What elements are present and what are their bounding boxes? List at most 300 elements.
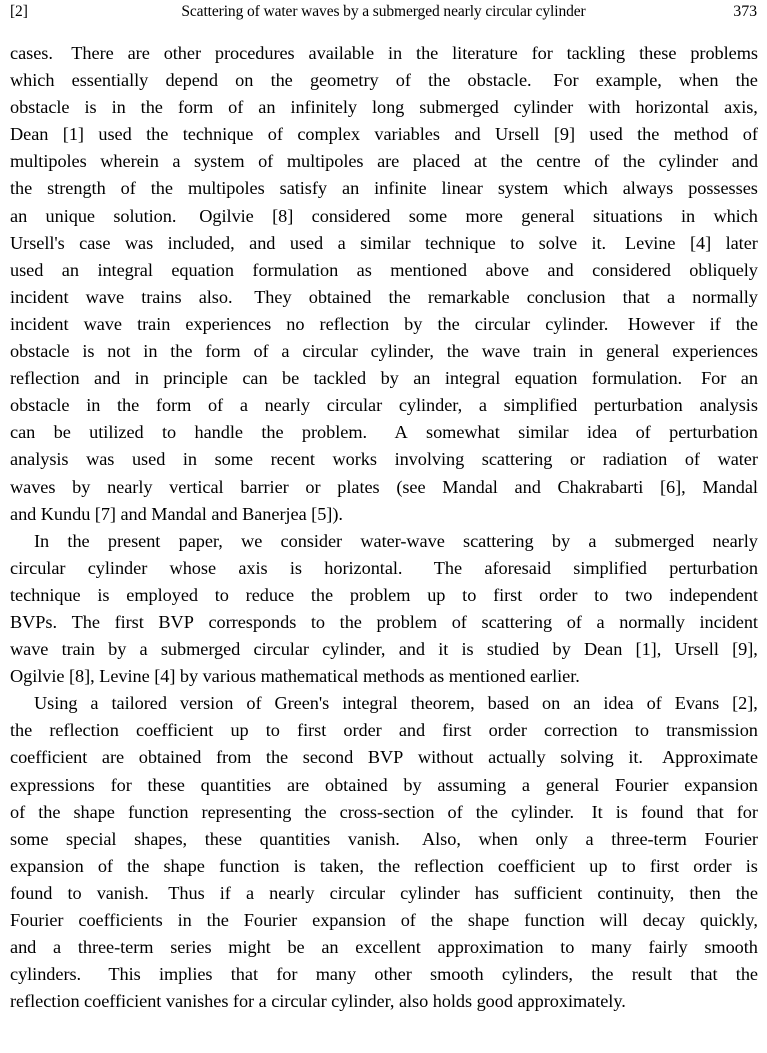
word: are: [377, 151, 400, 172]
word: the: [735, 964, 758, 985]
word: a: [478, 395, 487, 416]
word: multipoles: [286, 151, 364, 172]
word: Fourier: [243, 910, 298, 930]
word: that: [230, 964, 258, 985]
word: of: [207, 395, 224, 416]
word: involving: [394, 449, 465, 470]
word: Approximate: [662, 747, 758, 768]
word: similar: [360, 232, 411, 253]
word: taken,: [319, 855, 364, 876]
word: equation: [514, 368, 578, 389]
word: the: [591, 964, 614, 985]
word: Dean: [10, 124, 49, 145]
word: found: [640, 801, 684, 822]
word: tackled: [313, 368, 367, 389]
word: Thus: [168, 882, 205, 903]
text-line: [10, 690, 758, 717]
word: and: [454, 124, 481, 145]
word: of: [684, 449, 700, 470]
word: coefficient: [136, 720, 214, 741]
word: nearly: [107, 476, 153, 497]
word: if: [219, 882, 231, 903]
word: wave: [85, 286, 125, 307]
word: Evans: [674, 693, 720, 714]
word: an: [740, 368, 758, 389]
word: if: [709, 313, 721, 334]
text-line: [10, 67, 758, 94]
word: considered: [592, 259, 671, 280]
word: perturbation: [669, 557, 758, 578]
word: cylinder.: [545, 313, 613, 334]
word: incident: [10, 313, 69, 334]
word: a: [337, 232, 346, 253]
word: nearly: [269, 882, 315, 903]
word: it.: [591, 232, 611, 253]
word: other: [374, 964, 412, 985]
word: for: [276, 964, 298, 985]
body-text: [10, 40, 758, 1015]
word: available: [308, 43, 375, 63]
word: an: [573, 693, 591, 714]
word: of: [253, 341, 269, 362]
word: order: [343, 720, 382, 741]
word: above: [485, 259, 529, 280]
word: in: [86, 395, 101, 416]
word: Ogilvie: [199, 205, 254, 226]
word: to: [634, 720, 649, 741]
word: unique: [45, 205, 95, 226]
word: Fourier: [704, 828, 758, 849]
word: an: [10, 205, 28, 226]
word: of: [646, 693, 662, 714]
word: the: [637, 124, 660, 145]
word: in: [134, 368, 149, 389]
word: example,: [595, 70, 662, 91]
word: variables: [374, 124, 440, 145]
word: result: [631, 964, 673, 985]
word: water-wave: [360, 530, 445, 551]
word: integral: [97, 259, 153, 280]
word: decay: [642, 910, 686, 930]
word: a: [667, 286, 676, 307]
word: excellent: [355, 937, 421, 958]
text-line: [10, 474, 758, 501]
text-line: [10, 338, 758, 365]
word: shapes,: [134, 828, 188, 849]
paragraph: [10, 40, 758, 528]
word: to: [462, 584, 477, 605]
text-line: [10, 880, 758, 907]
word: [1]: [62, 124, 84, 145]
word: is: [84, 97, 97, 118]
text-line: [10, 961, 758, 988]
word: will: [599, 910, 628, 930]
word: or: [305, 476, 321, 497]
word: to: [594, 584, 609, 605]
word: BVP: [158, 611, 194, 632]
word: centre: [536, 151, 581, 172]
word: always: [622, 178, 674, 199]
word: in: [111, 97, 126, 118]
word: used: [98, 124, 132, 145]
word: is: [82, 341, 95, 362]
word: consider: [280, 530, 343, 551]
word: system: [497, 178, 549, 199]
word: is: [461, 639, 474, 660]
word: A: [394, 422, 408, 443]
word: first: [493, 584, 523, 605]
word: the: [10, 720, 33, 741]
word: the: [206, 910, 229, 930]
text-line: [10, 311, 758, 338]
word: assuming: [437, 774, 507, 795]
word: Fourier: [10, 910, 64, 930]
word: up: [589, 855, 608, 876]
word: is: [293, 855, 306, 876]
word: in: [177, 910, 192, 930]
word: order: [488, 720, 527, 741]
word: expansion: [312, 910, 386, 930]
word: reduce: [245, 584, 295, 605]
word: This: [108, 964, 141, 985]
word: are: [127, 43, 150, 63]
word: vertical: [169, 476, 224, 497]
word: analysis: [10, 449, 69, 470]
word: form: [177, 97, 214, 118]
word: obtained: [138, 747, 202, 768]
word: of: [400, 910, 416, 930]
word: technique: [425, 232, 496, 253]
word: the: [150, 178, 173, 199]
word: wave: [10, 639, 49, 660]
word: remarkable: [427, 286, 510, 307]
word: can: [242, 368, 268, 389]
word: by: [380, 368, 399, 389]
word: coefficient: [10, 747, 88, 768]
word: the: [170, 341, 193, 362]
word: aforesaid: [484, 557, 551, 578]
word: to: [310, 611, 326, 632]
word: function: [524, 910, 585, 930]
word: general: [605, 341, 660, 362]
word: paper,: [178, 530, 223, 551]
text-line: [10, 419, 758, 446]
word: and: [398, 639, 425, 660]
word: case: [79, 232, 111, 253]
word: solve: [538, 232, 578, 253]
word: used: [10, 259, 44, 280]
text-line: [10, 203, 758, 230]
word: based: [487, 693, 530, 714]
word: For: [553, 70, 579, 91]
word: radiation: [602, 449, 668, 470]
word: employed: [126, 584, 198, 605]
word: obtained: [325, 774, 388, 795]
word: is: [97, 584, 110, 605]
word: shape: [467, 910, 510, 930]
word: cylinder,: [322, 639, 386, 660]
word: included,: [167, 232, 235, 253]
word: satisfy: [279, 178, 328, 199]
word: be: [282, 368, 300, 389]
word: function: [218, 855, 280, 876]
word: multipoles: [10, 151, 87, 172]
word: of: [120, 178, 136, 199]
word: many: [315, 964, 357, 985]
word: can: [10, 422, 36, 443]
word: the: [388, 286, 411, 307]
word: only: [535, 828, 568, 849]
word: shape: [163, 855, 205, 876]
word: the: [270, 70, 293, 91]
word: an: [321, 937, 339, 958]
text-line: [10, 121, 758, 148]
text-line: and Kundu [7] and Mandal and Banerjea [5]).: [10, 503, 343, 524]
text-line: [10, 257, 758, 284]
page-number: 373: [733, 3, 757, 20]
word: of: [267, 124, 283, 145]
word: implies: [159, 964, 213, 985]
word: train: [61, 639, 95, 660]
word: [6],: [659, 476, 686, 497]
word: order: [693, 855, 732, 876]
word: In: [34, 530, 50, 551]
word: second: [302, 747, 354, 768]
word: obstacle: [10, 341, 70, 362]
word: incident: [10, 286, 69, 307]
word: [9],: [732, 639, 758, 660]
word: not: [107, 341, 131, 362]
word: the: [735, 882, 758, 903]
word: integral: [342, 693, 398, 714]
running-title: Scattering of water waves by a submerged nearly circular cylinder: [181, 3, 586, 20]
word: Levine: [625, 232, 676, 253]
word: a: [281, 341, 290, 362]
word: from: [215, 747, 252, 768]
word: plates: [337, 476, 380, 497]
word: correction: [544, 720, 618, 741]
word: waves: [10, 476, 56, 497]
word: [2],: [732, 693, 758, 714]
word: The: [71, 611, 100, 632]
word: transmission: [666, 720, 758, 741]
word: also.: [198, 286, 238, 307]
word: up: [427, 584, 446, 605]
word: axis,: [724, 97, 758, 118]
word: these: [204, 828, 242, 849]
word: as: [356, 259, 372, 280]
word: Ursell: [495, 124, 540, 145]
word: actually: [488, 747, 546, 768]
word: They: [254, 286, 292, 307]
word: some: [408, 205, 448, 226]
word: other: [163, 43, 201, 63]
word: to: [67, 882, 82, 903]
word: a: [139, 639, 148, 660]
word: multipoles: [187, 178, 265, 199]
word: the: [310, 584, 334, 605]
word: to: [621, 855, 636, 876]
word: reflection: [49, 720, 119, 741]
word: the: [38, 801, 61, 822]
word: [1],: [635, 639, 662, 660]
word: version: [179, 693, 234, 714]
word: of: [451, 611, 467, 632]
word: train: [137, 313, 171, 334]
word: somewhat: [426, 422, 500, 443]
word: linear: [441, 178, 483, 199]
word: was: [124, 232, 154, 253]
word: later: [725, 232, 758, 253]
word: the: [339, 611, 362, 632]
word: quantities: [200, 774, 272, 795]
word: it: [438, 639, 449, 660]
word: The: [433, 557, 463, 578]
word: Mandal: [702, 476, 758, 497]
word: quantities: [259, 828, 331, 849]
word: and: [514, 476, 541, 497]
word: BVPs.: [10, 611, 57, 632]
word: cylinder,: [398, 395, 463, 416]
word: smooth: [704, 937, 758, 958]
word: continuity,: [597, 882, 675, 903]
word: and: [398, 720, 426, 741]
word: horizontal: [635, 97, 710, 118]
word: two: [625, 584, 653, 605]
text-line: [10, 365, 758, 392]
word: three-term: [611, 828, 687, 849]
word: that: [690, 964, 718, 985]
word: BVP: [367, 747, 404, 768]
word: analysis: [699, 395, 758, 416]
word: submerged: [160, 639, 241, 660]
word: and: [10, 937, 37, 958]
word: the: [735, 70, 758, 91]
word: in: [388, 43, 403, 63]
word: by: [404, 313, 423, 334]
word: by: [551, 530, 571, 551]
word: method: [673, 124, 729, 145]
text-line: [10, 636, 758, 663]
word: works: [332, 449, 377, 470]
word: which: [713, 205, 758, 226]
word: possesses: [688, 178, 758, 199]
word: formulation: [252, 259, 339, 280]
word: first: [649, 855, 680, 876]
text-line: [10, 826, 758, 853]
word: horizontal.: [324, 557, 412, 578]
word: of: [635, 422, 651, 443]
word: a: [588, 530, 597, 551]
word: first: [442, 720, 472, 741]
word: form: [155, 395, 192, 416]
word: smooth: [430, 964, 484, 985]
word: similar: [518, 422, 569, 443]
word: circular: [326, 395, 383, 416]
text-line: [10, 799, 758, 826]
word: (see: [396, 476, 426, 497]
text-line: [10, 907, 758, 934]
running-head: [10, 2, 757, 26]
word: an: [258, 97, 276, 118]
text-line: [10, 230, 758, 257]
word: conclusion: [526, 286, 606, 307]
word: [8]: [272, 205, 294, 226]
word: a: [521, 774, 530, 795]
word: of: [742, 124, 758, 145]
word: geometry: [309, 70, 379, 91]
text-line: reflection coefficient vanishes for a circular cylinder, also holds good approximately.: [10, 991, 626, 1012]
text-line: [10, 772, 758, 799]
word: no: [286, 313, 305, 334]
word: and: [94, 368, 121, 389]
word: to: [162, 422, 177, 443]
word: obstacle.: [467, 70, 537, 91]
word: in: [579, 341, 594, 362]
header-volume-marker: [2]: [10, 3, 28, 20]
word: is: [289, 557, 302, 578]
text-line: [10, 555, 758, 582]
word: technique: [10, 584, 81, 605]
word: the: [67, 530, 90, 551]
word: the: [127, 855, 150, 876]
word: of: [258, 151, 274, 172]
word: it.: [628, 747, 648, 768]
text-line: [10, 609, 758, 636]
word: in: [143, 341, 158, 362]
word: the: [377, 855, 401, 876]
word: are: [287, 774, 310, 795]
word: procedures: [214, 43, 295, 63]
word: simplified: [503, 395, 578, 416]
word: the: [437, 313, 460, 334]
word: then: [689, 882, 721, 903]
word: the: [261, 422, 284, 443]
word: There: [71, 43, 114, 63]
word: reflection: [414, 855, 484, 876]
word: of: [447, 801, 463, 822]
word: Dean: [583, 639, 623, 660]
word: strength: [47, 178, 106, 199]
word: tailored: [111, 693, 167, 714]
word: problems: [690, 43, 758, 63]
word: representing: [201, 801, 292, 822]
word: the: [475, 801, 498, 822]
word: vanish.: [96, 882, 154, 903]
word: system: [194, 151, 245, 172]
word: cylinder.: [511, 801, 579, 822]
word: perturbation: [593, 395, 683, 416]
word: general: [521, 205, 575, 226]
word: for: [531, 43, 553, 63]
word: of: [246, 693, 262, 714]
word: by: [72, 476, 91, 497]
word: problem: [376, 611, 438, 632]
word: used: [289, 232, 324, 253]
word: axis: [238, 557, 268, 578]
word: the: [117, 395, 140, 416]
word: the: [622, 151, 646, 172]
text-line: [10, 148, 758, 175]
word: coefficients: [78, 910, 163, 930]
word: that: [696, 801, 724, 822]
word: of: [594, 151, 610, 172]
word: to: [510, 232, 525, 253]
word: solving: [560, 747, 614, 768]
text-line: [10, 175, 758, 202]
word: recent: [270, 449, 315, 470]
word: three-term: [77, 937, 154, 958]
